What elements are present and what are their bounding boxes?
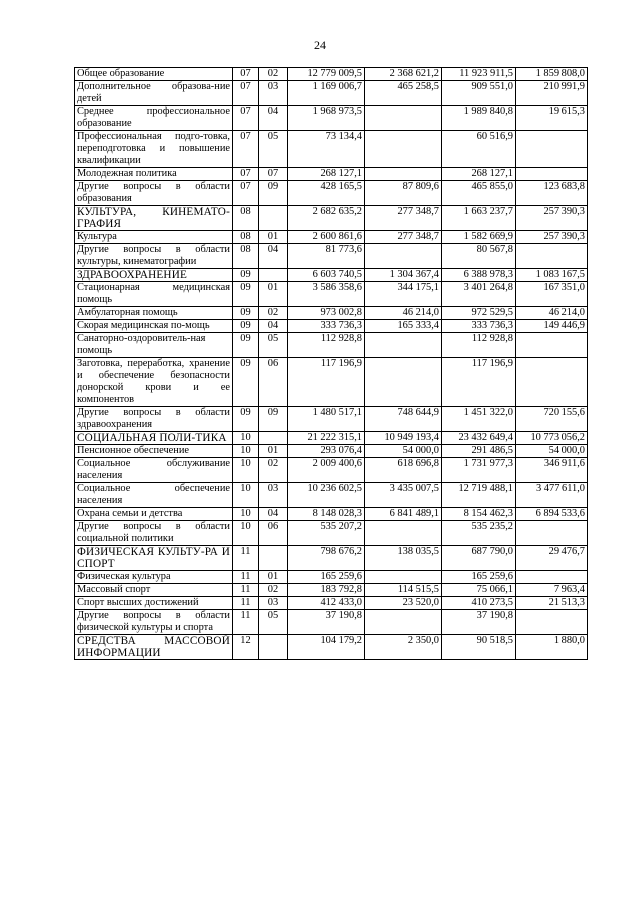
section-code-cell: 07 (233, 68, 259, 81)
row-name-cell: ЗДРАВООХРАНЕНИЕ (75, 269, 233, 282)
amount-cell-3: 1 989 840,8 (442, 106, 516, 131)
row-name-cell: Другие вопросы в области физической культуры и спорта (75, 610, 233, 635)
amount-cell-2: 23 520,0 (365, 597, 442, 610)
amount-cell-1: 268 127,1 (288, 168, 365, 181)
row-name-cell: Физическая культура (75, 571, 233, 584)
subsection-code-cell: 02 (259, 584, 288, 597)
section-code-cell: 11 (233, 546, 259, 571)
table-row (75, 358, 588, 407)
amount-cell-4: 123 683,8 (516, 181, 588, 206)
row-name-cell: Охрана семьи и детства (75, 508, 233, 521)
table-row (75, 610, 588, 635)
amount-cell-3: 1 451 322,0 (442, 407, 516, 432)
table-row (75, 508, 588, 521)
amount-cell-2 (365, 571, 442, 584)
amount-cell-3: 165 259,6 (442, 571, 516, 584)
section-row (75, 546, 588, 571)
page-number: 24 (314, 38, 326, 52)
amount-cell-3: 6 388 978,3 (442, 269, 516, 282)
amount-cell-1: 293 076,4 (288, 445, 365, 458)
section-row (75, 635, 588, 660)
subsection-code-cell: 03 (259, 483, 288, 508)
section-code-cell: 09 (233, 333, 259, 358)
row-name-cell: Санаторно-оздоровитель-ная помощь (75, 333, 233, 358)
section-code-cell: 07 (233, 106, 259, 131)
amount-cell-3: 535 235,2 (442, 521, 516, 546)
amount-cell-2: 277 348,7 (365, 231, 442, 244)
amount-cell-4: 21 513,3 (516, 597, 588, 610)
row-name-cell: Пенсионное обеспечение (75, 445, 233, 458)
subsection-code-cell: 06 (259, 521, 288, 546)
amount-cell-1: 21 222 315,1 (288, 432, 365, 445)
subsection-code-cell (259, 206, 288, 231)
row-name-cell: Стационарная медицинская помощь (75, 282, 233, 307)
amount-cell-3: 268 127,1 (442, 168, 516, 181)
section-code-cell: 09 (233, 320, 259, 333)
section-code-cell: 09 (233, 307, 259, 320)
section-code-cell: 10 (233, 458, 259, 483)
amount-cell-2 (365, 521, 442, 546)
amount-cell-2 (365, 610, 442, 635)
amount-cell-1: 973 002,8 (288, 307, 365, 320)
table-row (75, 244, 588, 269)
amount-cell-2: 6 841 489,1 (365, 508, 442, 521)
amount-cell-3: 90 518,5 (442, 635, 516, 660)
amount-cell-1: 6 603 740,5 (288, 269, 365, 282)
amount-cell-2: 618 696,8 (365, 458, 442, 483)
subsection-code-cell: 05 (259, 610, 288, 635)
amount-cell-4: 1 880,0 (516, 635, 588, 660)
amount-cell-3: 12 719 488,1 (442, 483, 516, 508)
subsection-code-cell: 02 (259, 307, 288, 320)
amount-cell-3: 11 923 911,5 (442, 68, 516, 81)
amount-cell-3: 687 790,0 (442, 546, 516, 571)
row-name-cell: ФИЗИЧЕСКАЯ КУЛЬТУ-РА И СПОРТ (75, 546, 233, 571)
amount-cell-4: 29 476,7 (516, 546, 588, 571)
amount-cell-4: 257 390,3 (516, 206, 588, 231)
subsection-code-cell: 01 (259, 571, 288, 584)
amount-cell-3: 8 154 462,3 (442, 508, 516, 521)
amount-cell-1: 1 968 973,5 (288, 106, 365, 131)
amount-cell-2: 54 000,0 (365, 445, 442, 458)
section-code-cell: 09 (233, 358, 259, 407)
amount-cell-1: 2 009 400,6 (288, 458, 365, 483)
amount-cell-2 (365, 106, 442, 131)
section-row (75, 432, 588, 445)
amount-cell-4 (516, 333, 588, 358)
section-code-cell: 10 (233, 432, 259, 445)
row-name-cell: Социальное обслуживание населения (75, 458, 233, 483)
table-row (75, 445, 588, 458)
row-name-cell: Массовый спорт (75, 584, 233, 597)
table-row (75, 68, 588, 81)
subsection-code-cell: 07 (259, 168, 288, 181)
table-row (75, 307, 588, 320)
amount-cell-4: 46 214,0 (516, 307, 588, 320)
amount-cell-1: 2 600 861,6 (288, 231, 365, 244)
amount-cell-2: 277 348,7 (365, 206, 442, 231)
amount-cell-4: 257 390,3 (516, 231, 588, 244)
subsection-code-cell: 02 (259, 458, 288, 483)
subsection-code-cell (259, 546, 288, 571)
amount-cell-4: 167 351,0 (516, 282, 588, 307)
amount-cell-2: 87 809,6 (365, 181, 442, 206)
amount-cell-1: 428 165,5 (288, 181, 365, 206)
subsection-code-cell: 04 (259, 244, 288, 269)
subsection-code-cell: 04 (259, 106, 288, 131)
section-code-cell: 07 (233, 181, 259, 206)
amount-cell-4: 720 155,6 (516, 407, 588, 432)
subsection-code-cell: 05 (259, 333, 288, 358)
amount-cell-4 (516, 168, 588, 181)
amount-cell-1: 183 792,8 (288, 584, 365, 597)
table-row (75, 407, 588, 432)
section-code-cell: 07 (233, 131, 259, 168)
row-name-cell: СРЕДСТВА МАССОВОЙ ИНФОРМАЦИИ (75, 635, 233, 660)
section-code-cell: 07 (233, 168, 259, 181)
subsection-code-cell: 06 (259, 358, 288, 407)
section-code-cell: 10 (233, 521, 259, 546)
amount-cell-1: 333 736,3 (288, 320, 365, 333)
amount-cell-4 (516, 610, 588, 635)
amount-cell-3: 1 582 669,9 (442, 231, 516, 244)
subsection-code-cell: 02 (259, 68, 288, 81)
amount-cell-4: 149 446,9 (516, 320, 588, 333)
row-name-cell: Скорая медицинская по-мощь (75, 320, 233, 333)
amount-cell-1: 104 179,2 (288, 635, 365, 660)
amount-cell-4 (516, 521, 588, 546)
row-name-cell: Дополнительное образова-ние детей (75, 81, 233, 106)
section-code-cell: 11 (233, 571, 259, 584)
row-name-cell: Другие вопросы в области социальной политики (75, 521, 233, 546)
section-code-cell: 10 (233, 483, 259, 508)
amount-cell-2 (365, 358, 442, 407)
section-code-cell: 11 (233, 584, 259, 597)
amount-cell-4: 3 477 611,0 (516, 483, 588, 508)
amount-cell-1: 798 676,2 (288, 546, 365, 571)
section-code-cell: 08 (233, 231, 259, 244)
table-row (75, 584, 588, 597)
table-row (75, 106, 588, 131)
row-name-cell: Общее образование (75, 68, 233, 81)
amount-cell-3: 75 066,1 (442, 584, 516, 597)
amount-cell-3: 37 190,8 (442, 610, 516, 635)
amount-cell-2 (365, 168, 442, 181)
subsection-code-cell: 04 (259, 508, 288, 521)
table-row (75, 320, 588, 333)
amount-cell-1: 117 196,9 (288, 358, 365, 407)
table-row (75, 282, 588, 307)
amount-cell-3: 410 273,5 (442, 597, 516, 610)
table-row (75, 231, 588, 244)
amount-cell-1: 37 190,8 (288, 610, 365, 635)
amount-cell-2: 2 368 621,2 (365, 68, 442, 81)
amount-cell-2: 1 304 367,4 (365, 269, 442, 282)
section-row (75, 269, 588, 282)
section-code-cell: 10 (233, 508, 259, 521)
amount-cell-2: 165 333,4 (365, 320, 442, 333)
amount-cell-3: 112 928,8 (442, 333, 516, 358)
amount-cell-4 (516, 358, 588, 407)
amount-cell-1: 8 148 028,3 (288, 508, 365, 521)
amount-cell-1: 112 928,8 (288, 333, 365, 358)
row-name-cell: Социальное обеспечение населения (75, 483, 233, 508)
row-name-cell: Молодежная политика (75, 168, 233, 181)
subsection-code-cell: 03 (259, 81, 288, 106)
section-code-cell: 07 (233, 81, 259, 106)
amount-cell-4 (516, 244, 588, 269)
amount-cell-1: 412 433,0 (288, 597, 365, 610)
amount-cell-2 (365, 131, 442, 168)
subsection-code-cell (259, 635, 288, 660)
row-name-cell: Профессиональная подго-товка, переподготовка и повышение квалификации (75, 131, 233, 168)
amount-cell-4 (516, 131, 588, 168)
amount-cell-1: 3 586 358,6 (288, 282, 365, 307)
amount-cell-2: 10 949 193,4 (365, 432, 442, 445)
table-row (75, 521, 588, 546)
amount-cell-3: 972 529,5 (442, 307, 516, 320)
section-code-cell: 11 (233, 597, 259, 610)
amount-cell-2 (365, 333, 442, 358)
subsection-code-cell (259, 269, 288, 282)
row-name-cell: Другие вопросы в области здравоохранения (75, 407, 233, 432)
amount-cell-2: 46 214,0 (365, 307, 442, 320)
amount-cell-2: 465 258,5 (365, 81, 442, 106)
amount-cell-2: 2 350,0 (365, 635, 442, 660)
row-name-cell: Спорт высших достижений (75, 597, 233, 610)
amount-cell-2: 344 175,1 (365, 282, 442, 307)
table-row (75, 81, 588, 106)
amount-cell-2: 748 644,9 (365, 407, 442, 432)
section-code-cell: 09 (233, 269, 259, 282)
amount-cell-3: 465 855,0 (442, 181, 516, 206)
section-code-cell: 08 (233, 244, 259, 269)
amount-cell-4: 1 083 167,5 (516, 269, 588, 282)
row-name-cell: Другие вопросы в области образования (75, 181, 233, 206)
amount-cell-1: 10 236 602,5 (288, 483, 365, 508)
amount-cell-4: 54 000,0 (516, 445, 588, 458)
amount-cell-2: 114 515,5 (365, 584, 442, 597)
row-name-cell: СОЦИАЛЬНАЯ ПОЛИ-ТИКА (75, 432, 233, 445)
subsection-code-cell: 09 (259, 181, 288, 206)
amount-cell-1: 2 682 635,2 (288, 206, 365, 231)
subsection-code-cell: 01 (259, 231, 288, 244)
amount-cell-4: 6 894 533,6 (516, 508, 588, 521)
amount-cell-3: 291 486,5 (442, 445, 516, 458)
row-name-cell: Заготовка, переработка, хранение и обеспечение безопасности донорской крови и ее компонентов (75, 358, 233, 407)
row-name-cell: КУЛЬТУРА, КИНЕМАТО-ГРАФИЯ (75, 206, 233, 231)
amount-cell-4: 7 963,4 (516, 584, 588, 597)
row-name-cell: Среднее профессиональное образование (75, 106, 233, 131)
subsection-code-cell: 03 (259, 597, 288, 610)
section-code-cell: 10 (233, 445, 259, 458)
section-code-cell: 11 (233, 610, 259, 635)
amount-cell-4: 19 615,3 (516, 106, 588, 131)
amount-cell-2 (365, 244, 442, 269)
amount-cell-1: 73 134,4 (288, 131, 365, 168)
subsection-code-cell: 09 (259, 407, 288, 432)
amount-cell-3: 23 432 649,4 (442, 432, 516, 445)
amount-cell-4: 346 911,6 (516, 458, 588, 483)
amount-cell-1: 12 779 009,5 (288, 68, 365, 81)
amount-cell-2: 138 035,5 (365, 546, 442, 571)
table-row (75, 597, 588, 610)
subsection-code-cell: 04 (259, 320, 288, 333)
amount-cell-3: 1 731 977,3 (442, 458, 516, 483)
amount-cell-4: 1 859 808,0 (516, 68, 588, 81)
amount-cell-3: 333 736,3 (442, 320, 516, 333)
subsection-code-cell: 01 (259, 282, 288, 307)
amount-cell-1: 1 480 517,1 (288, 407, 365, 432)
section-code-cell: 09 (233, 282, 259, 307)
amount-cell-1: 1 169 006,7 (288, 81, 365, 106)
table-row (75, 131, 588, 168)
section-code-cell: 12 (233, 635, 259, 660)
amount-cell-1: 535 207,2 (288, 521, 365, 546)
amount-cell-2: 3 435 007,5 (365, 483, 442, 508)
amount-cell-3: 1 663 237,7 (442, 206, 516, 231)
budget-table-body (75, 68, 588, 660)
amount-cell-4: 10 773 056,2 (516, 432, 588, 445)
amount-cell-3: 60 516,9 (442, 131, 516, 168)
subsection-code-cell: 01 (259, 445, 288, 458)
amount-cell-1: 81 773,6 (288, 244, 365, 269)
table-row (75, 168, 588, 181)
section-code-cell: 09 (233, 407, 259, 432)
amount-cell-3: 909 551,0 (442, 81, 516, 106)
row-name-cell: Другие вопросы в области культуры, кинематографии (75, 244, 233, 269)
table-row (75, 333, 588, 358)
table-row (75, 571, 588, 584)
section-row (75, 206, 588, 231)
amount-cell-3: 117 196,9 (442, 358, 516, 407)
amount-cell-1: 165 259,6 (288, 571, 365, 584)
table-row (75, 458, 588, 483)
budget-table (74, 67, 588, 660)
amount-cell-3: 80 567,8 (442, 244, 516, 269)
table-row (75, 181, 588, 206)
subsection-code-cell (259, 432, 288, 445)
row-name-cell: Культура (75, 231, 233, 244)
row-name-cell: Амбулаторная помощь (75, 307, 233, 320)
amount-cell-3: 3 401 264,8 (442, 282, 516, 307)
amount-cell-4 (516, 571, 588, 584)
subsection-code-cell: 05 (259, 131, 288, 168)
table-row (75, 483, 588, 508)
section-code-cell: 08 (233, 206, 259, 231)
amount-cell-4: 210 991,9 (516, 81, 588, 106)
